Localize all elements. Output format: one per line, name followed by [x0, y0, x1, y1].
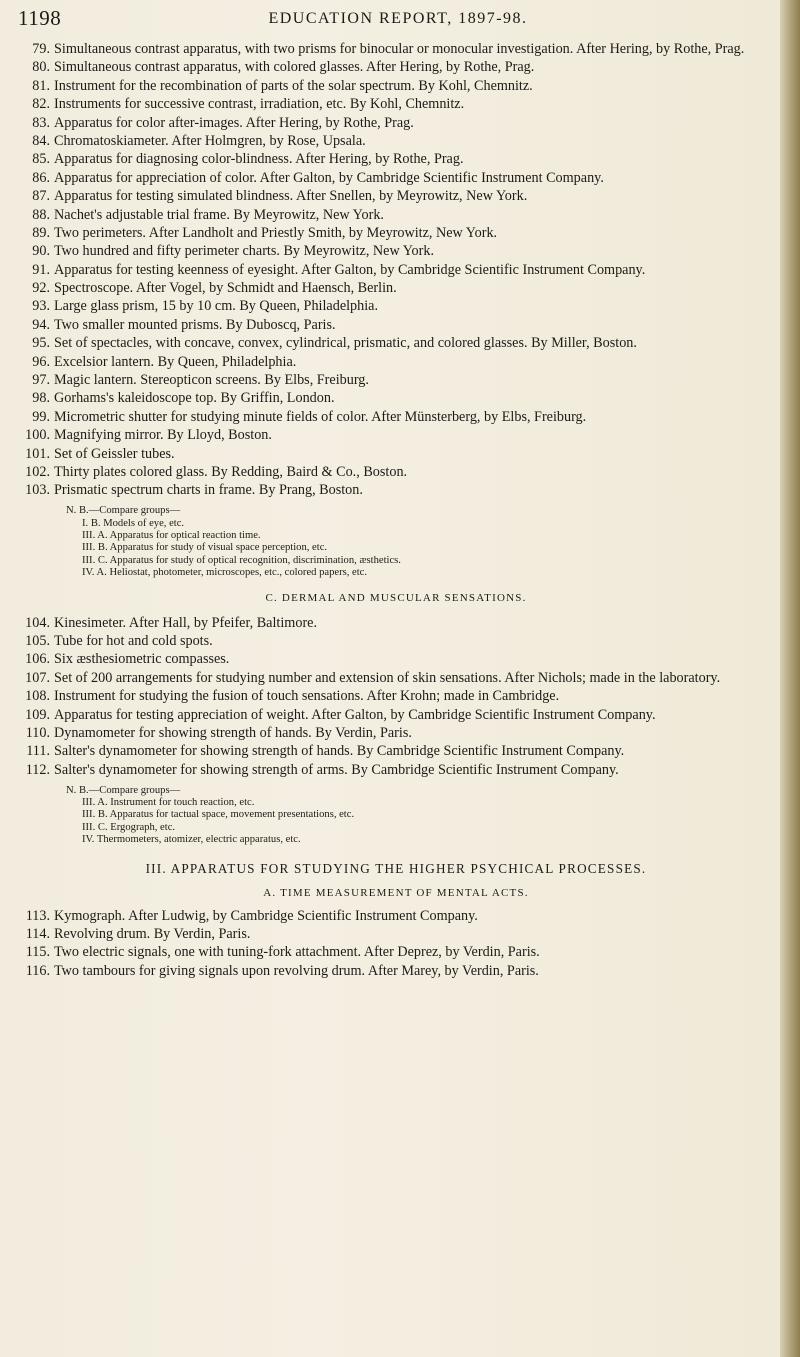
item-text: Instruments for successive contrast, irradiation, etc. By Kohl, Chemnitz.: [54, 96, 465, 113]
item-number: 94.: [32, 316, 50, 333]
list-item: [16, 744, 776, 760]
item-number: 85.: [32, 151, 50, 168]
list-item: [16, 616, 776, 632]
item-number: 97.: [32, 372, 50, 389]
part-heading-higher-processes: III. APPARATUS FOR STUDYING THE HIGHER PSYCHICAL PROCESSES.: [145, 860, 647, 876]
item-number: 107.: [25, 669, 50, 686]
list-item: [16, 909, 776, 925]
list-item: [16, 171, 776, 187]
item-text: Tube for hot and cold spots.: [54, 633, 213, 649]
list-item: [16, 410, 776, 426]
item-text: Magic lantern. Stereopticon screens. By Elbs, Freiburg.: [54, 372, 369, 389]
list-item: [16, 60, 776, 76]
item-text: Large glass prism, 15 by 10 cm. By Queen, Philadelphia.: [54, 298, 379, 315]
item-number: 112.: [25, 761, 50, 778]
item-number: 93.: [32, 298, 50, 315]
list-item: [16, 318, 776, 334]
item-number: 109.: [25, 706, 50, 723]
item-number: 79.: [32, 41, 50, 57]
section-heading-time-measurement: A. TIME MEASUREMENT OF MENTAL ACTS.: [263, 886, 529, 899]
item-number: 87.: [32, 188, 50, 205]
item-text: Two electric signals, one with tuning-fork attachment. After Deprez, by Verdin, Paris.: [54, 944, 540, 961]
item-list-time-measurement: [16, 909, 776, 980]
item-number: 113.: [25, 907, 50, 924]
item-number: 100.: [25, 427, 50, 444]
item-text: Set of 200 arrangements for studying number and extension of skin sensations. After Nichols; made in the laboratory.: [54, 669, 721, 686]
list-item: [16, 483, 776, 499]
item-text: Two hundred and fifty perimeter charts. By Meyrowitz, New York.: [54, 243, 435, 260]
list-item: [16, 42, 776, 58]
cross-reference-note: [66, 505, 776, 579]
item-text: Thirty plates colored glass. By Redding, Baird & Co., Boston.: [54, 463, 408, 480]
book-page-edge: [780, 0, 800, 1357]
item-number: 104.: [25, 614, 50, 631]
item-number: 81.: [32, 77, 50, 94]
item-text: Gorhams's kaleidoscope top. By Griffin, London.: [54, 390, 335, 407]
item-number: 98.: [32, 390, 50, 407]
item-text: Prismatic spectrum charts in frame. By Prang, Boston.: [54, 482, 363, 499]
item-text: Instrument for the recombination of parts of the solar spectrum. By Kohl, Chemnitz.: [54, 77, 533, 94]
list-item: [16, 945, 776, 961]
item-number: 84.: [32, 132, 50, 149]
item-number: 105.: [25, 633, 50, 649]
item-number: 96.: [32, 353, 50, 370]
list-item: [16, 134, 776, 150]
item-text: Revolving drum. By Verdin, Paris.: [54, 925, 251, 942]
item-text: Excelsior lantern. By Queen, Philadelphia.: [54, 353, 297, 370]
list-item: [16, 927, 776, 943]
page-content: [16, 42, 776, 982]
note-line: I. B. Models of eye, etc.: [82, 517, 185, 529]
note-line: IV. Thermometers, atomizer, electric apparatus, etc.: [82, 834, 301, 846]
item-number: 103.: [25, 482, 50, 499]
list-item: [16, 447, 776, 463]
list-item: [16, 708, 776, 724]
item-text: Simultaneous contrast apparatus, with two prisms for binocular or monocular investigation. After Hering, by Rothe, Prag.: [54, 41, 745, 57]
item-text: Chromatoskiameter. After Holmgren, by Rose, Upsala.: [54, 132, 366, 149]
item-number: 101.: [25, 445, 50, 462]
list-item: [16, 355, 776, 371]
item-text: Dynamometer for showing strength of hands. By Verdin, Paris.: [54, 724, 412, 741]
item-text: Kymograph. After Ludwig, by Cambridge Scientific Instrument Company.: [54, 907, 478, 924]
item-text: Six æsthesiometric compasses.: [54, 651, 230, 668]
item-text: Apparatus for testing keenness of eyesight. After Galton, by Cambridge Scientific Instrument Company.: [54, 261, 646, 278]
note-lead: N. B.—Compare groups—: [66, 505, 181, 517]
page-header: [18, 6, 778, 32]
section-heading-dermal: C. DERMAL AND MUSCULAR SENSATIONS.: [265, 591, 527, 604]
list-item: [16, 428, 776, 444]
note-line: III. B. Apparatus for study of visual space perception, etc.: [82, 542, 328, 554]
item-list-optical: [16, 42, 776, 499]
item-text: Set of Geissler tubes.: [54, 445, 175, 462]
item-text: Set of spectacles, with concave, convex, cylindrical, prismatic, and colored glasses. By Miller, Boston.: [54, 335, 637, 352]
note-line: III. B. Apparatus for tactual space, movement presentations, etc.: [82, 809, 355, 821]
note-lead: N. B.—Compare groups—: [66, 784, 181, 796]
item-number: 108.: [25, 688, 50, 705]
list-item: [16, 763, 776, 779]
cross-reference-note: [66, 785, 776, 847]
item-number: 115.: [25, 944, 50, 961]
list-item: [16, 652, 776, 668]
item-number: 88.: [32, 206, 50, 223]
list-item: [16, 465, 776, 481]
note-line: IV. A. Heliostat, photometer, microscopes, etc., colored papers, etc.: [82, 567, 368, 579]
list-item: [16, 152, 776, 168]
item-text: Nachet's adjustable trial frame. By Meyrowitz, New York.: [54, 206, 384, 223]
list-item: [16, 226, 776, 242]
list-item: [16, 244, 776, 260]
item-text: Apparatus for appreciation of color. After Galton, by Cambridge Scientific Instrument Company.: [54, 169, 604, 186]
list-item: [16, 189, 776, 205]
list-item: [16, 97, 776, 113]
item-text: Simultaneous contrast apparatus, with colored glasses. After Hering, by Rothe, Prag.: [54, 59, 535, 76]
item-text: Apparatus for color after-images. After Hering, by Rothe, Prag.: [54, 114, 414, 131]
list-item: [16, 964, 776, 980]
item-number: 116.: [25, 962, 50, 979]
item-number: 111.: [26, 743, 50, 760]
item-text: Salter's dynamometer for showing strength of arms. By Cambridge Scientific Instrument Company.: [54, 761, 619, 778]
list-item: [16, 281, 776, 297]
item-number: 80.: [32, 59, 50, 76]
note-line: III. A. Instrument for touch reaction, etc.: [82, 796, 255, 808]
item-number: 86.: [32, 169, 50, 186]
item-number: 92.: [32, 280, 50, 297]
item-text: Apparatus for testing simulated blindness. After Snellen, by Meyrowitz, New York.: [54, 188, 528, 205]
item-text: Magnifying mirror. By Lloyd, Boston.: [54, 427, 272, 444]
item-text: Two perimeters. After Landholt and Priestly Smith, by Meyrowitz, New York.: [54, 224, 498, 241]
list-item: [16, 634, 776, 650]
note-line: III. C. Apparatus for study of optical recognition, discrimination, æsthetics.: [82, 554, 401, 566]
item-number: 91.: [32, 261, 50, 278]
item-text: Two tambours for giving signals upon revolving drum. After Marey, by Verdin, Paris.: [54, 962, 539, 979]
item-number: 102.: [25, 463, 50, 480]
list-item: [16, 671, 776, 687]
list-item: [16, 208, 776, 224]
item-number: 114.: [25, 925, 50, 942]
item-number: 99.: [32, 408, 50, 425]
page-number: 1198: [18, 6, 62, 30]
note-line: III. C. Ergograph, etc.: [82, 821, 176, 833]
item-text: Micrometric shutter for studying minute fields of color. After Münsterberg, by Elbs, Freiburg.: [54, 408, 587, 425]
item-text: Kinesimeter. After Hall, by Pfeifer, Baltimore.: [54, 614, 318, 631]
item-number: 106.: [25, 651, 50, 668]
list-item: [16, 689, 776, 705]
item-list-dermal: [16, 616, 776, 779]
item-text: Instrument for studying the fusion of touch sensations. After Krohn; made in Cambridge.: [54, 688, 560, 705]
list-item: [16, 116, 776, 132]
item-number: 95.: [32, 335, 50, 352]
list-item: [16, 299, 776, 315]
list-item: [16, 79, 776, 95]
item-number: 83.: [32, 114, 50, 131]
item-text: Apparatus for diagnosing color-blindness. After Hering, by Rothe, Prag.: [54, 151, 464, 168]
list-item: [16, 263, 776, 279]
list-item: [16, 391, 776, 407]
running-head: EDUCATION REPORT, 1897-98.: [268, 10, 528, 27]
item-text: Two smaller mounted prisms. By Duboscq, Paris.: [54, 316, 336, 333]
note-line: III. A. Apparatus for optical reaction time.: [82, 529, 261, 541]
item-number: 82.: [32, 96, 50, 113]
item-number: 89.: [32, 224, 50, 241]
list-item: [16, 726, 776, 742]
item-number: 110.: [25, 724, 50, 741]
item-text: Salter's dynamometer for showing strength of hands. By Cambridge Scientific Instrument Company.: [54, 743, 625, 760]
item-number: 90.: [32, 243, 50, 260]
list-item: [16, 373, 776, 389]
item-text: Spectroscope. After Vogel, by Schmidt and Haensch, Berlin.: [54, 280, 397, 297]
item-text: Apparatus for testing appreciation of weight. After Galton, by Cambridge Scientific Instrument Company.: [54, 706, 656, 723]
list-item: [16, 336, 776, 352]
